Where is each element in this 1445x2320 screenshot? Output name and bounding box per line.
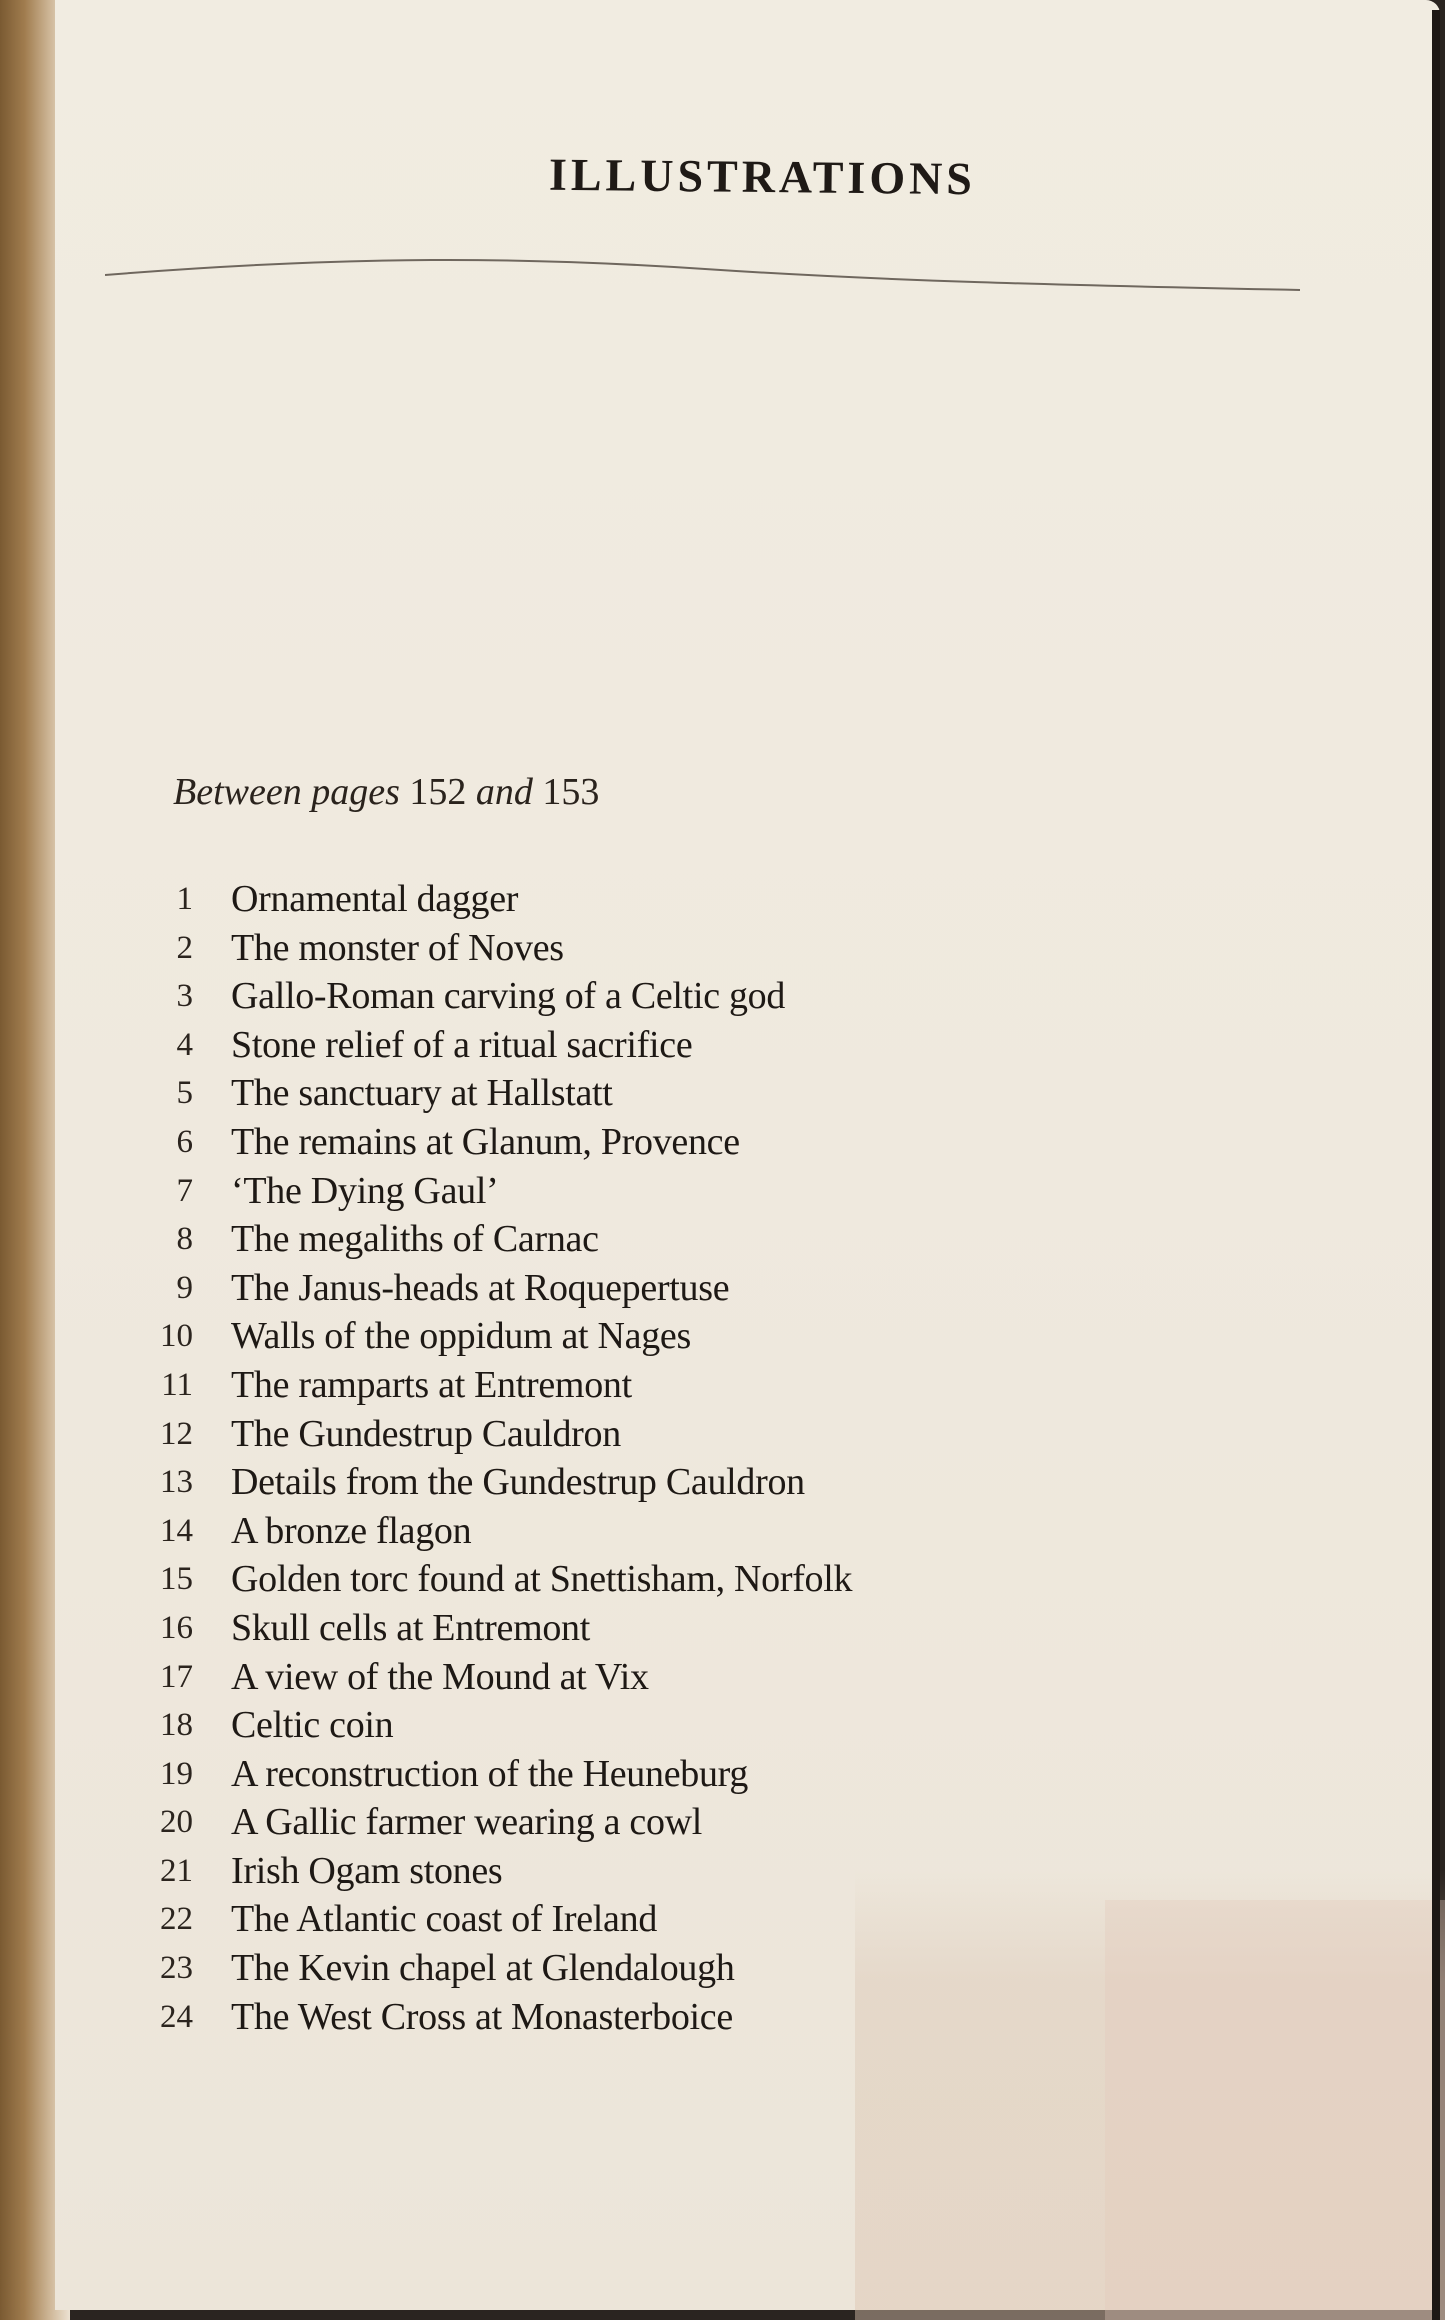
item-caption: ‘The Dying Gaul’ xyxy=(231,1169,499,1212)
list-item xyxy=(115,1167,1115,1216)
item-caption: Details from the Gundestrup Cauldron xyxy=(231,1461,805,1504)
section-page-start: 152 xyxy=(409,771,467,813)
list-item xyxy=(115,1215,1115,1264)
list-item xyxy=(115,1555,1115,1604)
item-number: 8 xyxy=(176,1221,193,1258)
list-item xyxy=(115,1264,1115,1313)
item-number: 16 xyxy=(160,1609,193,1646)
show-through-shadow xyxy=(1105,1900,1445,2320)
list-item xyxy=(115,1944,1115,1993)
item-caption: Celtic coin xyxy=(231,1704,394,1747)
item-caption: The Gundestrup Cauldron xyxy=(231,1412,621,1455)
section-heading xyxy=(173,770,599,814)
list-item xyxy=(115,1118,1115,1167)
item-caption: The Atlantic coast of Ireland xyxy=(231,1898,658,1941)
item-number: 7 xyxy=(176,1172,193,1209)
item-number: 15 xyxy=(160,1561,193,1598)
item-number: 10 xyxy=(160,1318,193,1355)
list-item xyxy=(115,1798,1115,1847)
item-caption: Ornamental dagger xyxy=(231,878,519,920)
item-number: 22 xyxy=(160,1901,193,1938)
item-caption: A Gallic farmer wearing a cowl xyxy=(231,1801,703,1844)
list-item xyxy=(115,1895,1115,1944)
list-item xyxy=(115,1653,1115,1702)
item-caption: A reconstruction of the Heuneburg xyxy=(231,1752,749,1795)
item-caption: Skull cells at Entremont xyxy=(231,1606,591,1649)
item-caption: The megaliths of Carnac xyxy=(231,1218,599,1261)
list-item xyxy=(115,875,1115,924)
list-item xyxy=(115,1701,1115,1750)
list-item xyxy=(115,1993,1115,2042)
item-caption: The Janus-heads at Roquepertuse xyxy=(231,1266,730,1309)
item-caption: Gallo-Roman carving of a Celtic god xyxy=(231,975,786,1018)
item-caption: Golden torc found at Snettisham, Norfolk xyxy=(231,1558,853,1601)
list-item xyxy=(115,1410,1115,1459)
item-number: 24 xyxy=(160,1998,193,2035)
list-item xyxy=(115,1312,1115,1361)
item-number: 21 xyxy=(160,1852,193,1889)
list-item xyxy=(115,1021,1115,1070)
decorative-rule xyxy=(105,245,1305,305)
list-item xyxy=(115,1069,1115,1118)
item-number: 13 xyxy=(160,1464,193,1501)
page-title xyxy=(55,150,1440,203)
item-caption: The remains at Glanum, Provence xyxy=(231,1120,740,1163)
item-number: 23 xyxy=(160,1950,193,1987)
list-item xyxy=(115,972,1115,1021)
section-conjunction: and xyxy=(475,771,533,813)
item-number: 5 xyxy=(176,1075,193,1112)
list-item xyxy=(115,1604,1115,1653)
item-caption: Irish Ogam stones xyxy=(231,1849,503,1892)
item-caption: The Kevin chapel at Glendalough xyxy=(231,1947,735,1990)
list-item xyxy=(115,1361,1115,1410)
list-item xyxy=(115,924,1115,973)
item-caption: The West Cross at Monasterboice xyxy=(231,1995,733,2038)
item-number: 3 xyxy=(176,978,193,1015)
item-number: 14 xyxy=(160,1512,193,1549)
item-number: 19 xyxy=(160,1755,193,1792)
item-number: 18 xyxy=(160,1707,193,1744)
item-number: 6 xyxy=(176,1123,193,1160)
item-number: 9 xyxy=(176,1269,193,1306)
section-prefix: Between pages xyxy=(173,771,400,813)
item-caption: The sanctuary at Hallstatt xyxy=(231,1072,613,1115)
illustrations-list xyxy=(115,875,1115,2041)
item-caption: The ramparts at Entremont xyxy=(231,1363,632,1406)
item-number: 1 xyxy=(176,881,193,917)
item-number: 17 xyxy=(160,1658,193,1695)
item-caption: A view of the Mound at Vix xyxy=(231,1655,649,1698)
item-number: 20 xyxy=(160,1804,193,1841)
list-item xyxy=(115,1847,1115,1896)
list-item xyxy=(115,1507,1115,1556)
item-number: 12 xyxy=(160,1415,193,1452)
item-caption: Walls of the oppidum at Nages xyxy=(231,1315,691,1358)
item-caption: Stone relief of a ritual sacrifice xyxy=(231,1023,693,1066)
item-caption: A bronze flagon xyxy=(231,1509,472,1552)
section-page-end: 153 xyxy=(542,771,600,813)
page-edge xyxy=(1432,10,1440,2320)
item-number: 11 xyxy=(161,1366,193,1403)
list-item xyxy=(115,1750,1115,1799)
list-item xyxy=(115,1458,1115,1507)
item-caption: The monster of Noves xyxy=(231,926,564,969)
page-title-text: ILLUSTRATIONS xyxy=(548,148,977,205)
item-number: 4 xyxy=(176,1026,193,1063)
item-number: 2 xyxy=(176,929,193,966)
book-page xyxy=(55,0,1440,2310)
